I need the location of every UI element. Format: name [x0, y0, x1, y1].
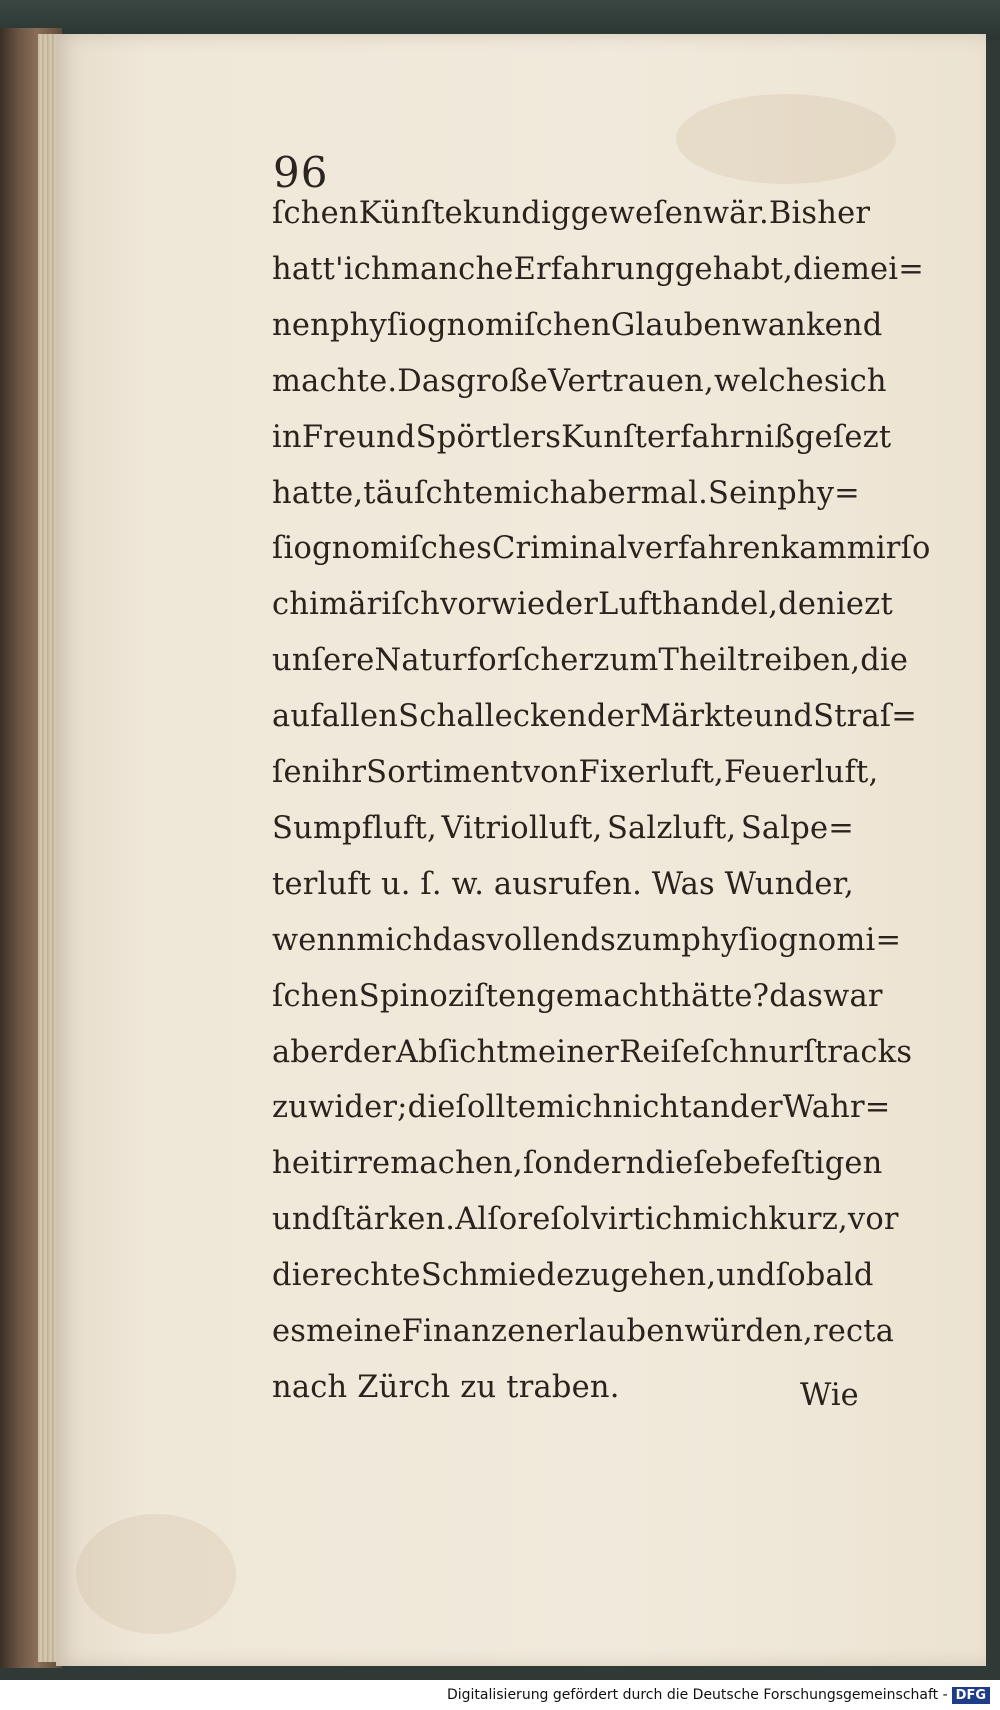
word: täuſchte [363, 475, 494, 511]
word: ſo [775, 1258, 806, 1294]
text-line: nach Zürch zu traben. [272, 1369, 620, 1405]
word: wie [490, 587, 546, 623]
word: reſolvirt [517, 1202, 646, 1238]
text-line [272, 587, 893, 623]
text-line [272, 1034, 913, 1070]
word: Freund [301, 419, 416, 455]
word: treiben, [737, 643, 861, 679]
text-line [272, 196, 871, 231]
word: Alſo [455, 1202, 518, 1238]
text-line [272, 1090, 891, 1126]
word: und [272, 1202, 332, 1238]
word: mich [356, 922, 433, 958]
word: recta [812, 1314, 895, 1349]
word: hatt' [272, 251, 344, 287]
word: Bisher [768, 196, 871, 231]
text-line [272, 1258, 874, 1294]
word: der [730, 1090, 783, 1126]
word: Wahr= [782, 1090, 891, 1126]
page-number: 96 [273, 148, 329, 197]
text-line [272, 755, 879, 790]
text-line [272, 1202, 899, 1238]
word: Theil [658, 643, 738, 679]
word: heit [272, 1146, 333, 1182]
word: Salpe= [740, 810, 854, 846]
word: ſchen [272, 196, 359, 231]
word: Straſ= [813, 699, 918, 735]
word: meine [306, 1314, 402, 1349]
word: ſ. [420, 866, 442, 902]
word: Sortiment [366, 755, 523, 790]
word: Spörtlers [415, 419, 562, 455]
credit-text: Digitalisierung gefördert durch die Deutsche Forschungsgemeinschaft - [446, 1687, 948, 1703]
word: ſchen [272, 978, 359, 1014]
word: ſchnurſtracks [700, 1034, 913, 1070]
word: es [272, 1314, 307, 1349]
word: auf [272, 699, 322, 735]
word: nen [272, 307, 330, 343]
text-line [272, 922, 902, 958]
word: Vitriolluft, [441, 810, 603, 846]
word: Spinoziſten [358, 978, 537, 1014]
word: ſiognomiſches [272, 531, 492, 567]
word: Vertrauen, [548, 363, 714, 399]
word: mei= [840, 251, 925, 287]
word: ich [645, 1202, 693, 1238]
word: ſondern [522, 1146, 646, 1182]
word: kurz, [768, 1202, 848, 1238]
text-line [272, 307, 883, 343]
word: terluft [272, 866, 372, 902]
word: ſo [900, 531, 931, 567]
word: ausrufen. [493, 866, 643, 902]
word: erlauben [545, 1314, 685, 1349]
word: w. [451, 866, 485, 902]
word: kam [780, 531, 847, 567]
text-line [272, 363, 887, 399]
paper-stain [676, 94, 896, 184]
word: Lufthandel, [598, 587, 779, 623]
word: gehen, [610, 1258, 717, 1294]
text-line [272, 699, 918, 735]
word: ihr [321, 755, 367, 790]
word: der [586, 699, 640, 735]
word: geweſen [570, 196, 703, 231]
word: vor [439, 587, 491, 623]
word: geſezt [794, 419, 892, 455]
word: von [522, 755, 579, 790]
word: und [753, 699, 814, 735]
word: rechte [319, 1258, 421, 1294]
text-line [272, 419, 892, 455]
word: die [793, 251, 841, 287]
word: gemacht [536, 978, 672, 1014]
dfg-logo: DFG [952, 1687, 990, 1704]
word: wenn [272, 922, 357, 958]
word: der [343, 1034, 396, 1070]
word: mir [846, 531, 901, 567]
word: iezt [835, 587, 893, 623]
word: chimäriſch [272, 587, 440, 623]
text-line [272, 643, 909, 679]
word: nicht [612, 1090, 692, 1126]
word: Sumpfluft, [272, 810, 437, 846]
word: die [272, 1258, 320, 1294]
word: machte. [272, 363, 398, 399]
word: befeſtigen [723, 1146, 883, 1182]
digitization-credit [443, 1682, 994, 1708]
word: zum [616, 922, 682, 958]
word: u. [380, 866, 411, 902]
word: Künſte [358, 196, 463, 231]
word: welches [713, 363, 840, 399]
word: Reiſe [619, 1034, 701, 1070]
word: gehabt, [674, 251, 793, 287]
word: Erfahrung [513, 251, 675, 287]
word: Finanzen [401, 1314, 546, 1349]
catchword: Wie [800, 1378, 859, 1413]
text-line [272, 1314, 895, 1349]
word: die [407, 1090, 456, 1126]
word: würden, [684, 1314, 813, 1349]
word: Märkte [639, 699, 754, 735]
word: Schallecken [398, 699, 587, 735]
word: manche [390, 251, 514, 287]
word: phyſiognomi= [681, 922, 902, 958]
word: mich [536, 1090, 613, 1126]
word: in [272, 419, 302, 455]
word: Wunder, [724, 866, 854, 902]
word: die [860, 643, 909, 679]
word: das [432, 922, 487, 958]
word: meiner [508, 1034, 620, 1070]
word: zu [574, 1258, 611, 1294]
word: der [545, 587, 598, 623]
text-line [272, 475, 860, 511]
word: wankend [741, 307, 883, 343]
word: ſtärken. [331, 1202, 456, 1238]
text-line [272, 251, 925, 287]
word: ich [343, 251, 391, 287]
word: hatte, [272, 475, 364, 511]
word: Was [651, 866, 715, 902]
word: Das [397, 363, 457, 399]
word: hätte? [671, 978, 770, 1014]
text-line [272, 867, 854, 902]
word: an [691, 1090, 731, 1126]
word: das [769, 978, 824, 1014]
word: dieſe [645, 1146, 724, 1182]
word: Salzluft, [606, 810, 737, 846]
word: unſere [272, 643, 375, 679]
word: war [823, 978, 883, 1014]
word: aber [272, 1034, 344, 1070]
word: bald [805, 1258, 874, 1294]
word: Schmiede [420, 1258, 575, 1294]
paper-stain [76, 1514, 236, 1634]
word: Kunſterfahrniß [561, 419, 795, 455]
word: phyſiognomiſchen [329, 307, 611, 343]
word: wär. [702, 196, 769, 231]
word: den [778, 587, 836, 623]
word: abermal. [569, 475, 709, 511]
word: ſen [272, 755, 322, 790]
word: große [456, 363, 549, 399]
word: ich [839, 363, 887, 399]
word: Fixerluft, [578, 755, 724, 790]
text-line [272, 811, 854, 846]
word: vollends [486, 922, 616, 958]
word: allen [321, 699, 399, 735]
word: zum [593, 643, 659, 679]
word: Feuerluft, [723, 755, 879, 790]
word: und [716, 1258, 776, 1294]
word: machen, [390, 1146, 523, 1182]
text-line [272, 531, 931, 567]
word: phy= [777, 475, 860, 511]
word: kundig [462, 196, 571, 231]
word: Naturforſcher [374, 643, 594, 679]
word: vor [847, 1202, 899, 1238]
text-line [272, 1146, 883, 1182]
text-line [272, 978, 883, 1014]
word: mich [692, 1202, 769, 1238]
word: mich [493, 475, 570, 511]
word: zuwider; [272, 1090, 408, 1126]
word: Criminalverfahren [491, 531, 781, 567]
word: Sein [708, 475, 778, 511]
word: ſollte [455, 1090, 537, 1126]
word: Abſicht [395, 1034, 509, 1070]
word: irre [332, 1146, 391, 1182]
word: Glauben [610, 307, 742, 343]
